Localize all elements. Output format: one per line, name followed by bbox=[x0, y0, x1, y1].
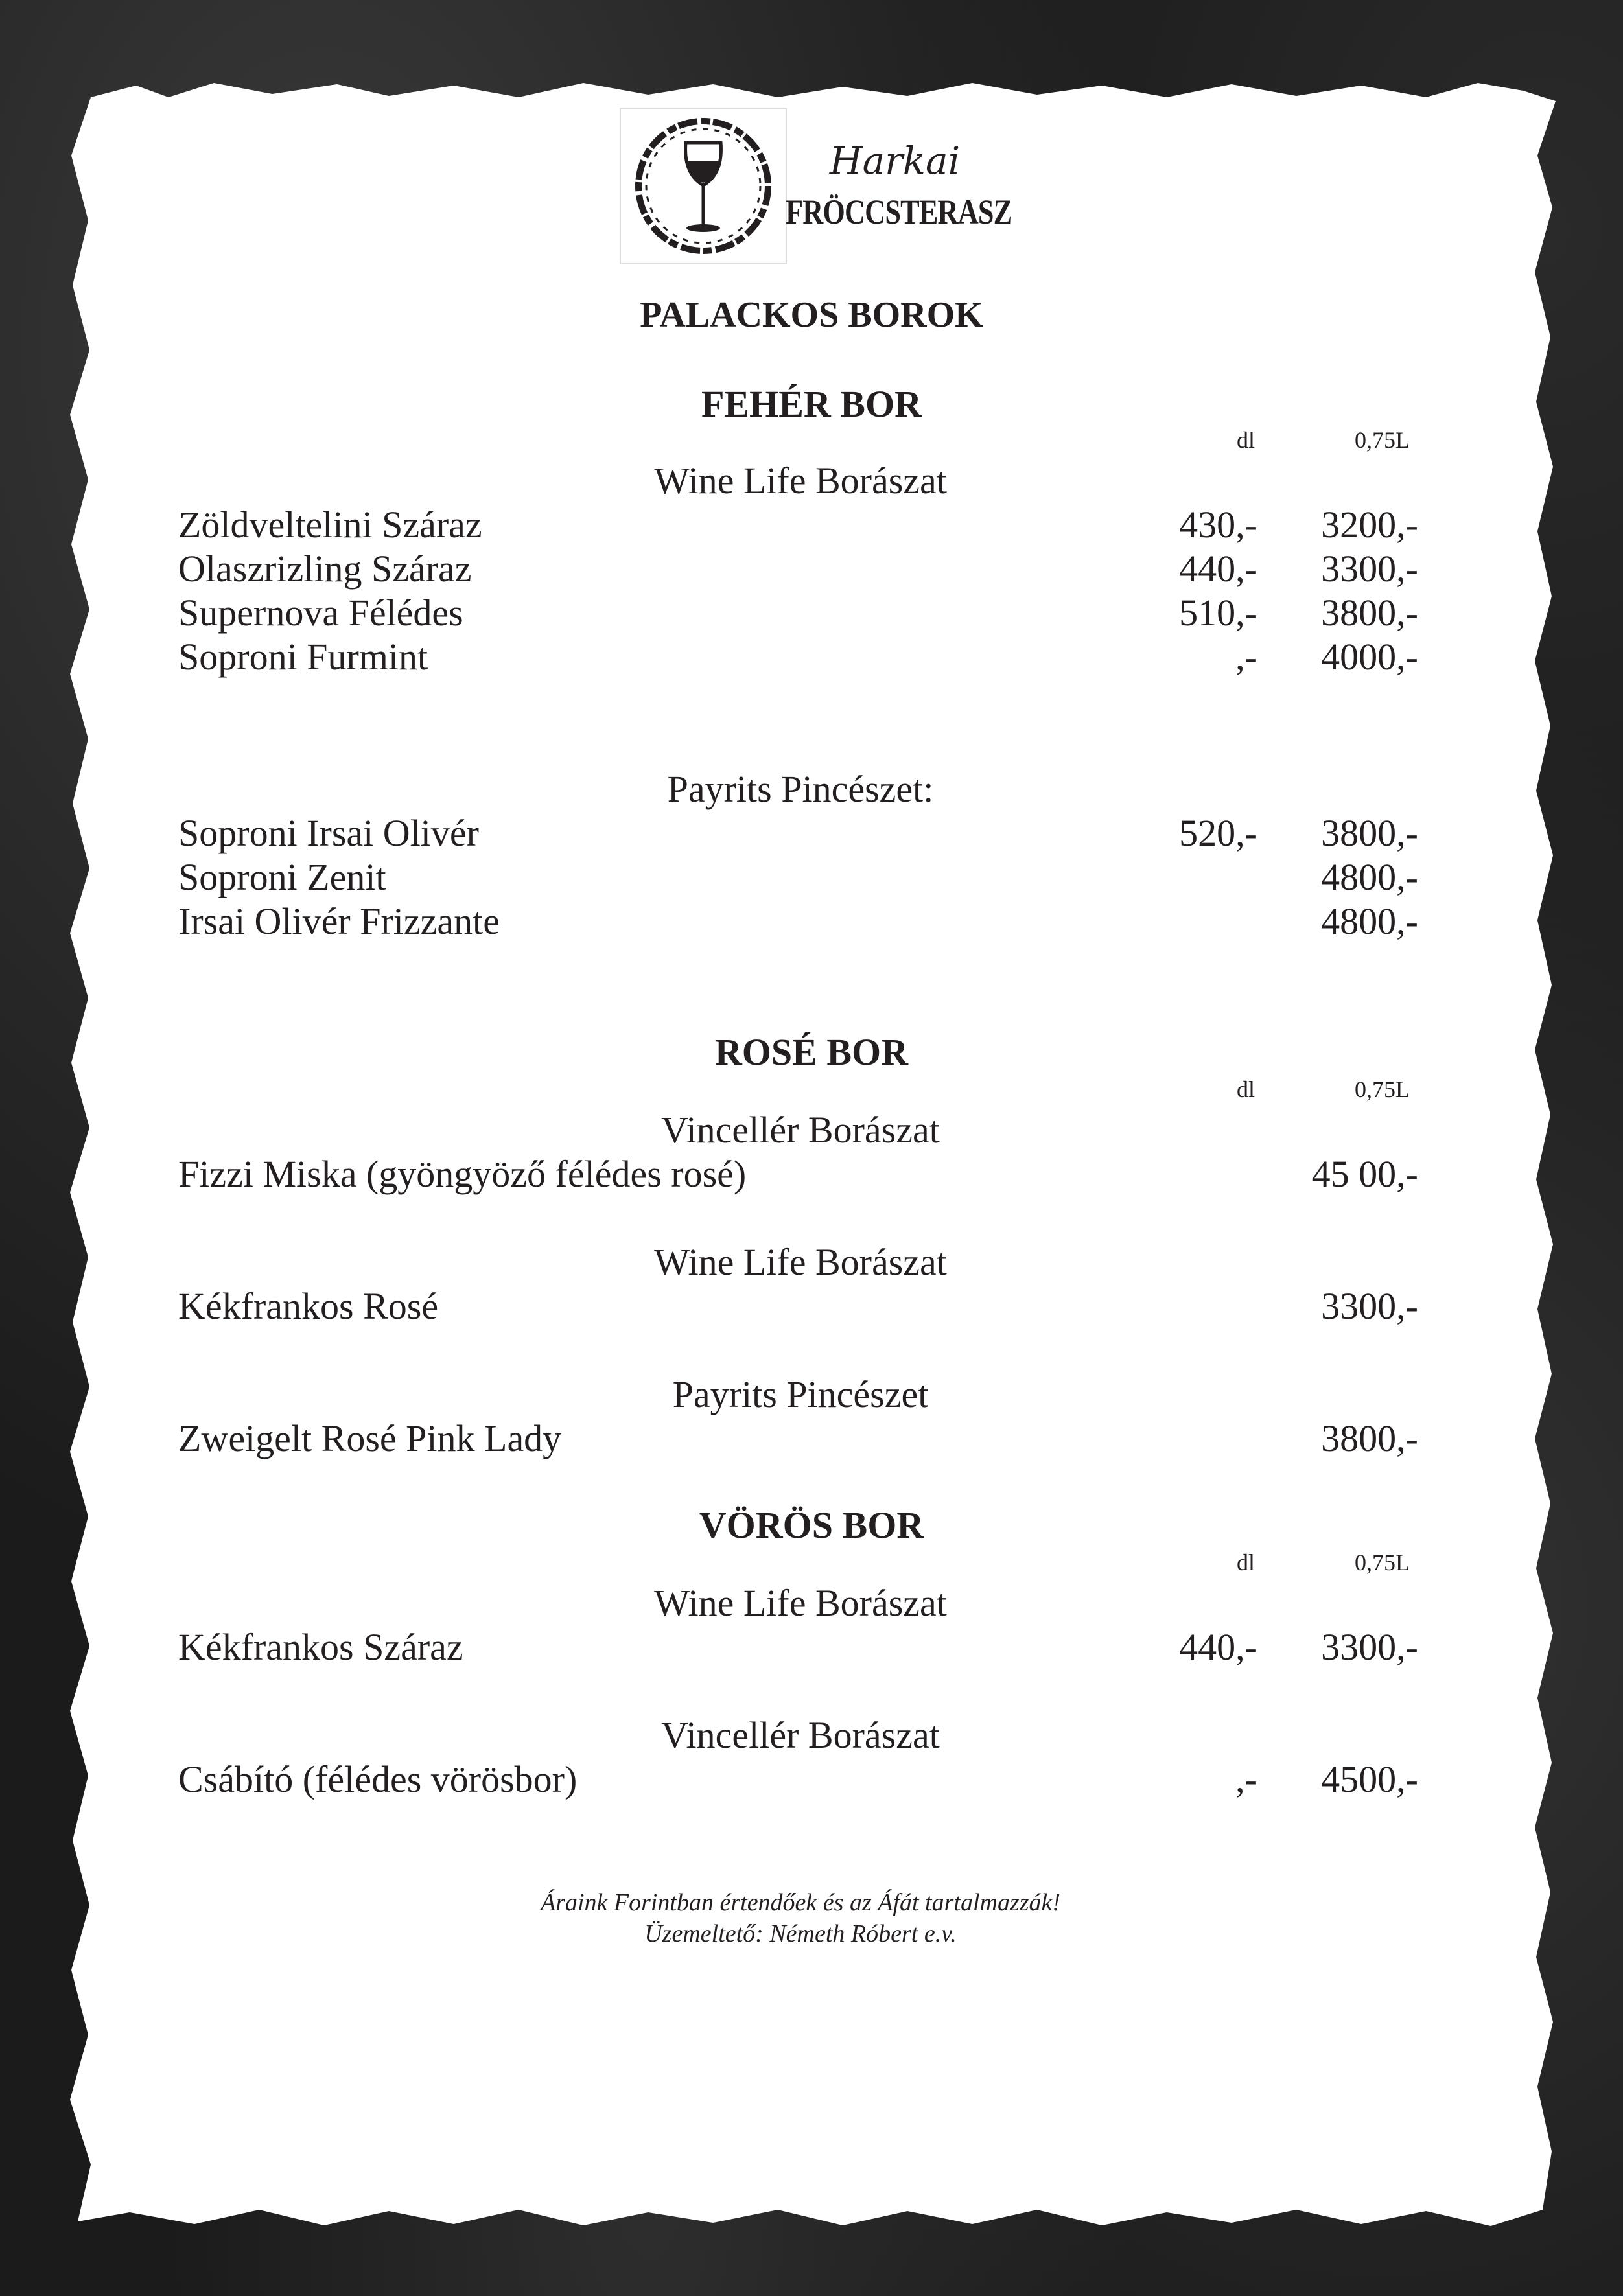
list-item bbox=[0, 591, 1623, 635]
price-bottle: 3300,- bbox=[1321, 548, 1418, 590]
section-title: FEHÉR BOR bbox=[701, 383, 922, 425]
list-item bbox=[0, 1152, 1623, 1196]
price-bottle: 3300,- bbox=[1321, 1626, 1418, 1668]
producer-name: Wine Life Borászat bbox=[654, 1241, 947, 1283]
price-bottle: 4800,- bbox=[1321, 900, 1418, 942]
wine-name: Supernova Félédes bbox=[178, 592, 463, 634]
list-item bbox=[0, 1757, 1623, 1802]
section-title: ROSÉ BOR bbox=[714, 1031, 909, 1073]
wine-name: Soproni Irsai Olivér bbox=[178, 812, 479, 854]
price-bottle: 3800,- bbox=[1321, 592, 1418, 634]
price-dl: ,- bbox=[1235, 636, 1257, 678]
list-item bbox=[0, 1417, 1623, 1461]
footer-operator: Üzemeltető: Németh Róbert e.v. bbox=[644, 1920, 957, 1947]
list-item bbox=[0, 899, 1623, 944]
list-item bbox=[0, 811, 1623, 855]
list-item bbox=[0, 635, 1623, 679]
price-bottle: 45 00,- bbox=[1311, 1153, 1418, 1195]
list-item bbox=[0, 547, 1623, 591]
section-title: VÖRÖS BOR bbox=[699, 1504, 924, 1546]
producer-name: Wine Life Borászat bbox=[654, 1582, 947, 1624]
wine-name: Csábító (félédes vörösbor) bbox=[178, 1758, 578, 1800]
price-bottle: 3800,- bbox=[1321, 812, 1418, 854]
logo bbox=[620, 108, 787, 264]
price-dl: 430,- bbox=[1179, 504, 1257, 546]
wine-glass-icon bbox=[621, 109, 786, 263]
price-dl: 510,- bbox=[1179, 592, 1257, 634]
unit-l: 0,75L bbox=[1355, 1549, 1410, 1575]
list-item bbox=[0, 1625, 1623, 1669]
unit-l: 0,75L bbox=[1355, 1076, 1410, 1102]
wine-name: Fizzi Miska (gyöngyöző félédes rosé) bbox=[178, 1153, 747, 1195]
logo-brand-top: Harkai bbox=[830, 139, 961, 183]
producer-name: Wine Life Borászat bbox=[654, 459, 947, 502]
wine-name: Kékfrankos Száraz bbox=[178, 1626, 463, 1668]
price-dl: 440,- bbox=[1179, 1626, 1257, 1668]
price-bottle: 4500,- bbox=[1321, 1758, 1418, 1800]
unit-dl: dl bbox=[1237, 427, 1255, 453]
price-dl: 440,- bbox=[1179, 548, 1257, 590]
unit-l: 0,75L bbox=[1355, 427, 1410, 453]
menu-title: PALACKOS BOROK bbox=[640, 295, 983, 335]
list-item bbox=[0, 855, 1623, 899]
producer-name: Payrits Pincészet: bbox=[667, 768, 934, 810]
wine-name: Zöldveltelini Száraz bbox=[178, 504, 482, 546]
wine-name: Soproni Zenit bbox=[178, 856, 386, 898]
price-bottle: 3800,- bbox=[1321, 1417, 1418, 1459]
price-dl: 520,- bbox=[1179, 812, 1257, 854]
producer-name: Vincellér Borászat bbox=[661, 1714, 940, 1756]
list-item bbox=[0, 1284, 1623, 1328]
wine-name: Olaszrizling Száraz bbox=[178, 548, 472, 590]
producer-name: Payrits Pincészet bbox=[672, 1373, 929, 1415]
price-dl: ,- bbox=[1235, 1758, 1257, 1800]
wine-name: Zweigelt Rosé Pink Lady bbox=[178, 1417, 562, 1459]
logo-brand-bottom: FRÖCCSTERASZ bbox=[786, 192, 1012, 231]
wine-name: Irsai Olivér Frizzante bbox=[178, 900, 500, 942]
price-bottle: 4000,- bbox=[1321, 636, 1418, 678]
wine-name: Kékfrankos Rosé bbox=[178, 1285, 439, 1327]
producer-name: Vincellér Borászat bbox=[661, 1109, 940, 1151]
wine-name: Soproni Furmint bbox=[178, 636, 428, 678]
price-bottle: 4800,- bbox=[1321, 856, 1418, 898]
price-bottle: 3300,- bbox=[1321, 1285, 1418, 1327]
list-item bbox=[0, 503, 1623, 547]
unit-dl: dl bbox=[1237, 1549, 1255, 1575]
unit-dl: dl bbox=[1237, 1076, 1255, 1102]
price-bottle: 3200,- bbox=[1321, 504, 1418, 546]
footer-note: Áraink Forintban értendőek és az Áfát tartalmazzák! bbox=[540, 1889, 1061, 1916]
